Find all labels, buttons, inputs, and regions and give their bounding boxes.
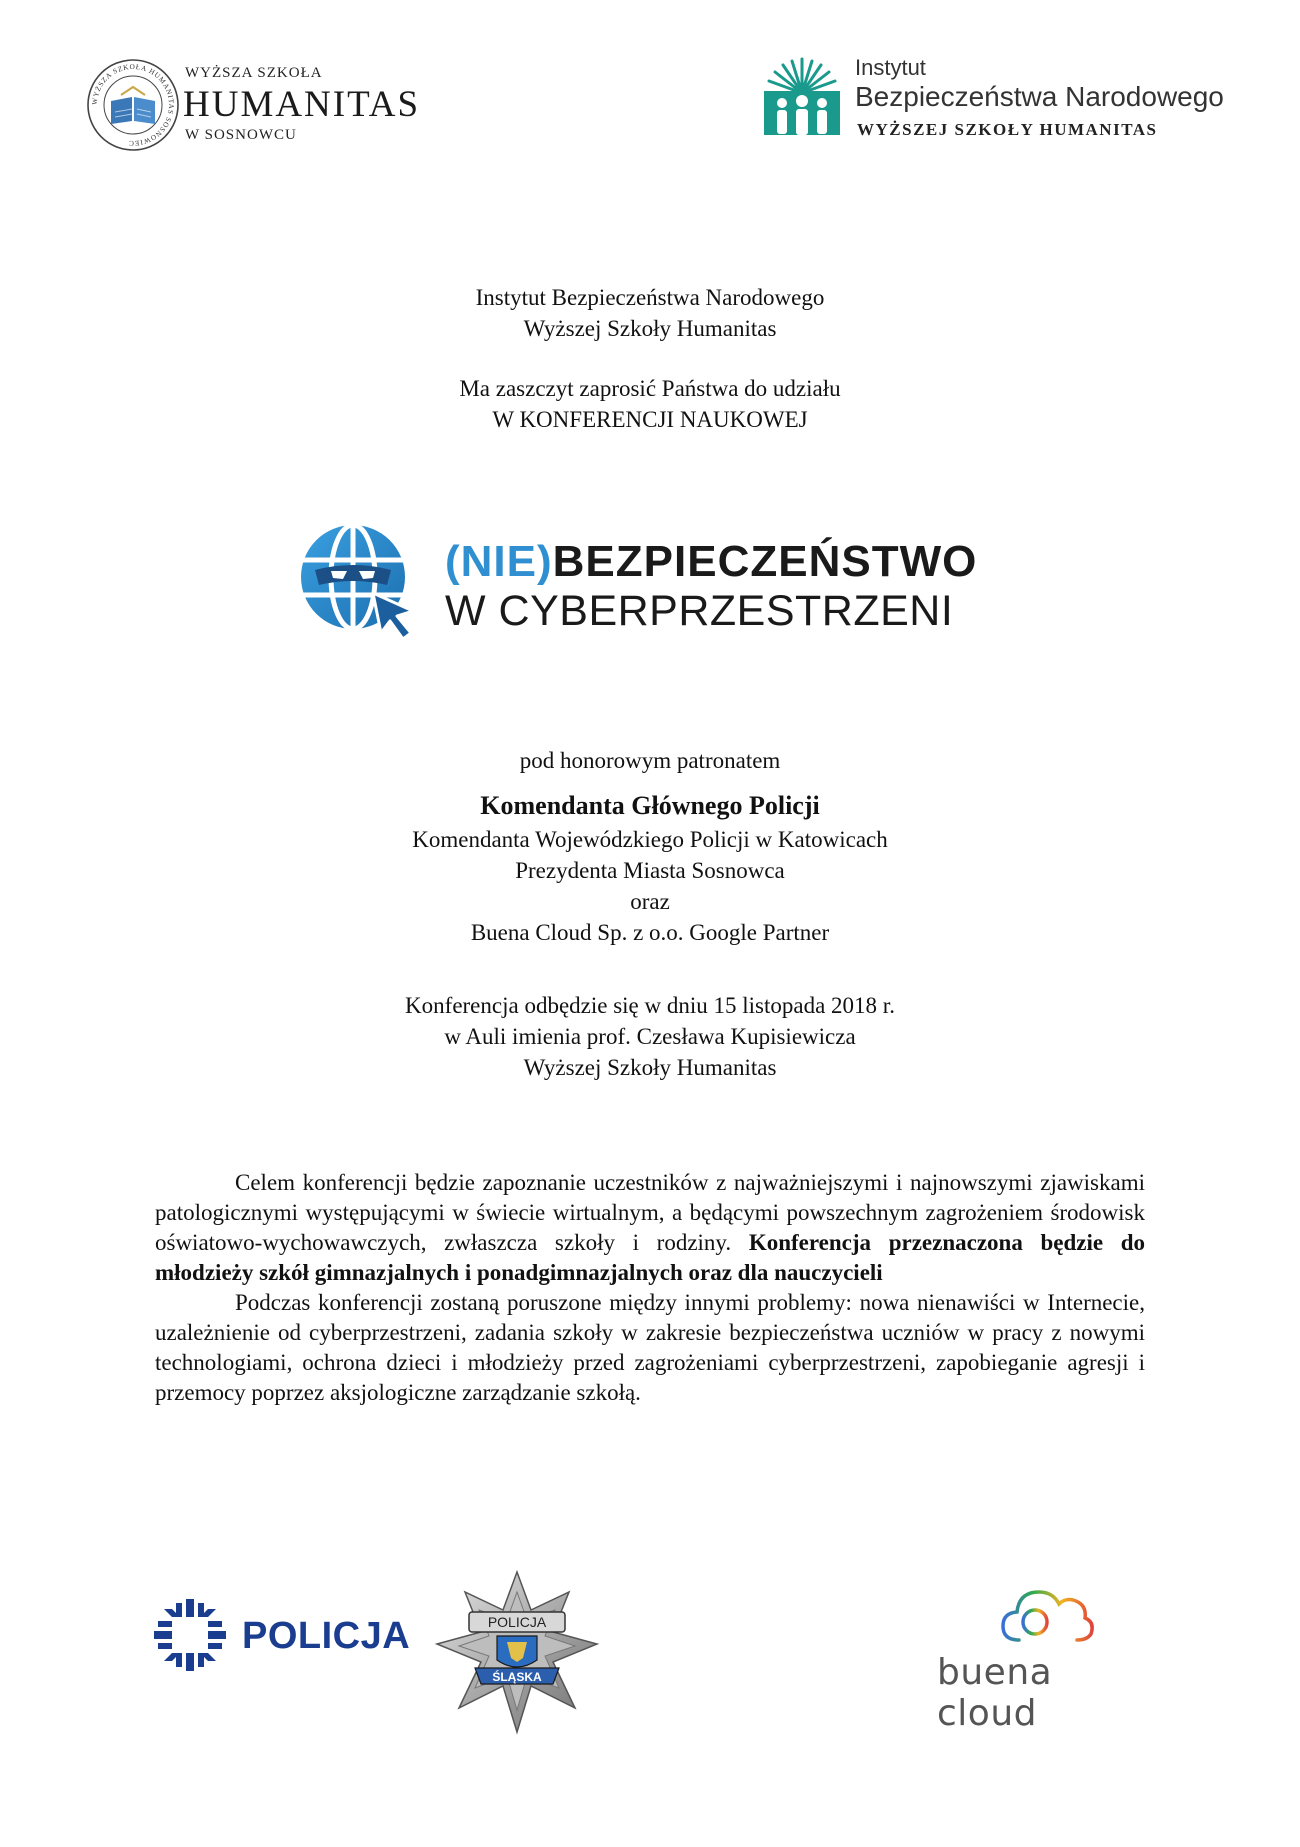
- badge-top-text: POLICJA: [487, 1614, 547, 1630]
- globe-cursor-icon: [295, 515, 425, 645]
- patron-2: Komendanta Wojewódzkiego Policji w Katowicach: [412, 827, 888, 852]
- event-date: Konferencja odbędzie się w dniu 15 listopada 2018 r.: [405, 993, 895, 1018]
- patron-conj: oraz: [630, 889, 670, 914]
- badge-bottom-text: ŚLĄSKA: [492, 1670, 542, 1684]
- humanitas-line1: WYŻSZA SZKOŁA: [185, 65, 323, 81]
- seal-text: WYŻSZA SZKOŁA HUMANITAS SOSNOWIEC: [90, 62, 176, 148]
- institute-line1: Instytut Bezpieczeństwa Narodowego: [475, 285, 825, 310]
- body-p1-normal: Celem konferencji będzie zapoznanie uczestników z najważniejszymi i najnowszymi zjawiskami patologicznymi występującymi w świecie wirtualnym, a będącymi powszechnym zagrożeniem środowisk oświatowo-wychowawczych, zwłaszcza szkoły i rodziny.: [155, 1170, 1145, 1255]
- banner-subtitle: W CYBERPRZESTRZENI: [445, 587, 954, 635]
- policja-logo: [150, 1595, 411, 1685]
- ibn-line3: WYŻSZEJ SZKOŁY HUMANITAS: [857, 120, 1158, 139]
- buena-cloud-text: buena cloud: [937, 1652, 1053, 1734]
- policja-star-icon: [150, 1595, 230, 1675]
- banner-title-main: BEZPIECZEŃSTWO: [552, 537, 978, 586]
- ibn-line1: Instytut: [855, 55, 926, 80]
- ibn-line2: Bezpieczeństwa Narodowego: [855, 81, 1224, 112]
- police-star-badge-icon: [435, 1570, 600, 1735]
- body-p1-bold: Konferencja przeznaczona będzie do młodzieży szkół gimnazjalnych i ponadgimnazjalnych oraz dla nauczycieli: [155, 1230, 1146, 1285]
- body-text: [155, 1168, 1145, 1408]
- body-paragraph-2: Podczas konferencji zostaną poruszone między innymi problemy: nowa nienawiści w Internecie, uzależnienie od cyberprzestrzeni, zadania szkoły w zakresie bezpieczeństwa uczniów w pracy z nowymi technologiami, ochrona dzieci i młodzieży przed zagrożeniami cyberprzestrzeni, zapobieganie agresji i przemocy poprzez aksjologiczne zarządzanie szkołą.: [155, 1290, 1145, 1405]
- humanitas-line3: W SOSNOWCU: [185, 127, 297, 143]
- banner-title: [445, 537, 977, 587]
- patron-4: Buena Cloud Sp. z o.o. Google Partner: [470, 920, 830, 945]
- invite-line2: W KONFERENCJI NAUKOWEJ: [492, 407, 808, 432]
- body-paragraph-1: [155, 1168, 1145, 1288]
- patron-3: Prezydenta Miasta Sosnowca: [515, 858, 785, 883]
- event-place-1: w Auli imienia prof. Czesława Kupisiewicza: [444, 1024, 856, 1049]
- humanitas-line2: HUMANITAS: [183, 84, 421, 125]
- event-place-2: Wyższej Szkoły Humanitas: [523, 1055, 777, 1080]
- institute-line2: Wyższej Szkoły Humanitas: [523, 316, 777, 341]
- invite-line1: Ma zaszczyt zaprosić Państwa do udziału: [459, 376, 841, 401]
- banner-title-prefix: (NIE): [445, 537, 553, 586]
- main-patron: Komendanta Głównego Policji: [480, 791, 820, 820]
- buena-cloud-logo: [935, 1580, 1155, 1734]
- humanitas-logo: [85, 55, 445, 155]
- policja-text: POLICJA: [242, 1615, 411, 1657]
- cloud-icon: [997, 1580, 1097, 1650]
- patronage-intro: pod honorowym patronatem: [519, 748, 781, 773]
- police-badge: [435, 1570, 600, 1735]
- ibn-people-icon: [760, 55, 845, 140]
- ibn-logo: [760, 55, 1230, 145]
- conference-banner: [295, 515, 995, 645]
- humanitas-seal-icon: [85, 57, 181, 153]
